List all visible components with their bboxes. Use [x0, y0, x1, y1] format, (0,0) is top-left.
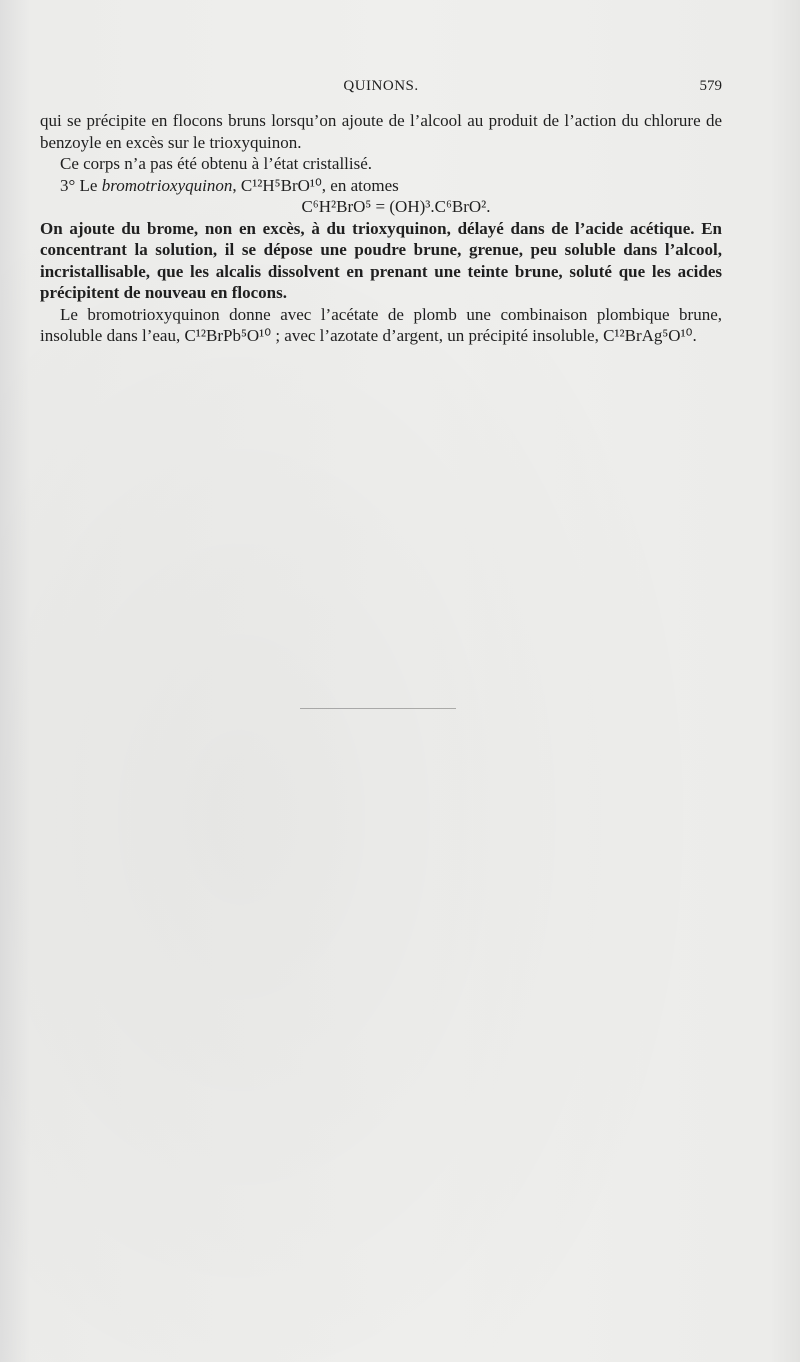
bleed-through-text — [40, 470, 740, 1030]
paragraph-4: On ajoute du brome, non en excès, à du trioxyquinon, délayé dans de l’acide acétique. En concentrant la solution, il se dépose une poudre brune, grenue, peu soluble dans l’alcool, incristallisable, que les alcalis dissolvent en prenant une teinte brune, soluté que les acides précipitent de nouveau en flocons. — [40, 218, 722, 302]
compound-name: bromotrioxyquinon — [101, 175, 233, 195]
bleed-through-rule — [300, 708, 456, 709]
paragraph-2: Ce corps n’a pas été obtenu à l’état cristallisé. — [60, 154, 373, 173]
paragraph-3 — [40, 175, 722, 197]
paragraph-1: qui se précipite en flocons bruns lorsqu’on ajoute de l’alcool au produit de l’action du chlorure de benzoyle en excès sur le trioxyquinon. — [40, 111, 722, 152]
page-header — [40, 78, 722, 100]
paragraph-5: Le bromotrioxyquinon donne avec l’acétate de plomb une combinaison plombique brune, insoluble dans l’eau, C¹²BrPb⁵O¹⁰ ; avec l’azotate d’argent, un précipité insoluble, C¹²BrAg⁵O¹⁰. — [40, 304, 722, 345]
page-number: 579 — [699, 78, 722, 94]
formula-line: C⁶H²BrO⁵ = (OH)³.C⁶BrO². — [301, 197, 491, 216]
running-title: QUINONS. — [343, 78, 419, 94]
paragraph-3-suffix: , C¹²H⁵BrO¹⁰, en atomes — [232, 175, 399, 195]
paragraph-3-prefix: 3° Le — [60, 175, 102, 195]
body-text — [40, 110, 722, 347]
